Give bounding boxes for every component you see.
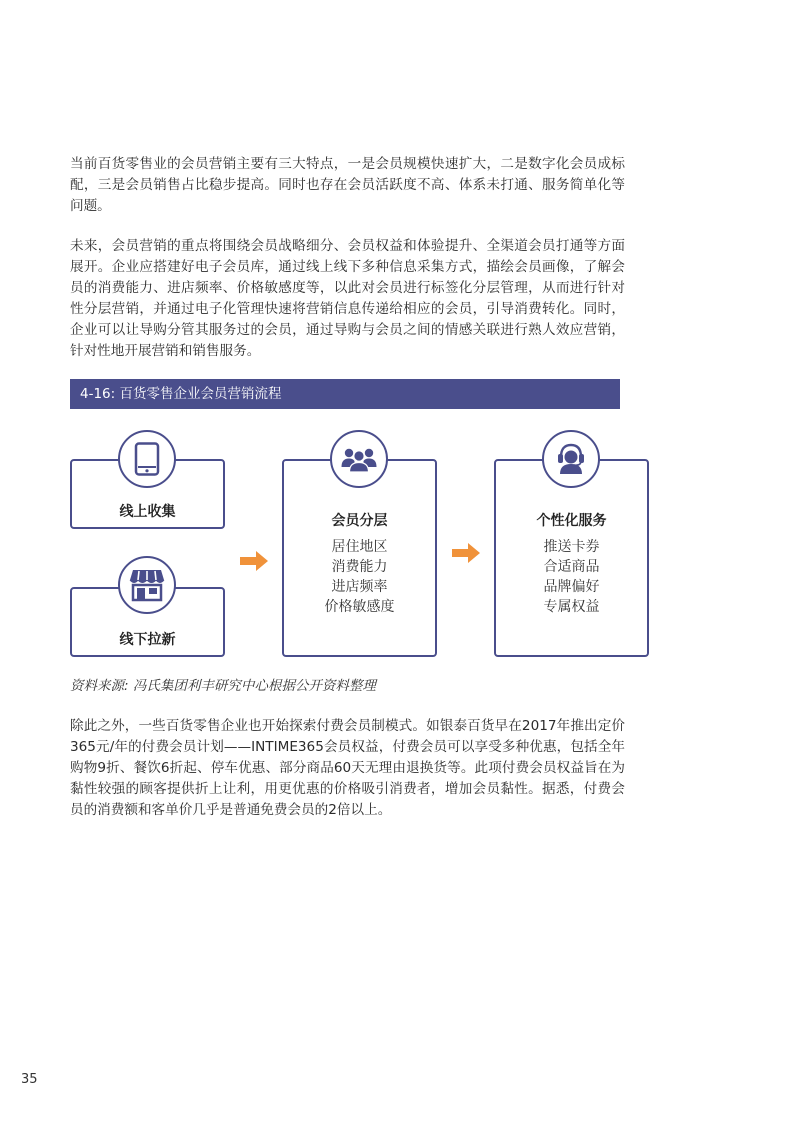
storefront-icon	[118, 556, 176, 614]
personalized-service-box	[494, 459, 649, 657]
paid-membership-paragraph: 除此之外，一些百货零售企业也开始探索付费会员制模式。如银泰百货早在2017年推出定价365元/年的付费会员计划——INTIME365会员权益，付费会员可以享受多种优惠，包括全年购物9折、餐饮6折起、停车优惠、部分商品60天无理由退换货等。此项付费会员权益旨在为黏性较强的顾客提供折上让利，用更优惠的价格吸引消费者，增加会员黏性。据悉，付费会员的消费额和客单价几乎是普通免费会员的2倍以上。	[70, 718, 625, 818]
online-collection-label: 线上收集	[119, 504, 176, 520]
personalized-service-label: 个性化服务	[536, 513, 607, 529]
member-tiering-box	[282, 459, 437, 657]
list-item: 合适商品	[543, 559, 600, 575]
arrow-right-icon	[240, 551, 268, 571]
list-item: 品牌偏好	[543, 579, 600, 595]
member-tiering-label: 会员分层	[331, 513, 388, 529]
arrow-right-icon	[452, 543, 480, 563]
service-list	[496, 537, 647, 617]
intro-paragraph: 当前百货零售业的会员营销主要有三大特点，一是会员规模快速扩大，二是数字化会员成标配，三是会员销售占比稳步提高。同时也存在会员活跃度不高、体系未打通、服务简单化等问题。	[70, 156, 625, 214]
smartphone-icon	[118, 430, 176, 488]
list-item: 进店频率	[331, 579, 388, 595]
figure-title: 4-16: 百货零售企业会员营销流程	[70, 379, 620, 409]
future-paragraph: 未来，会员营销的重点将围绕会员战略细分、会员权益和体验提升、全渠道会员打通等方面展开。企业应搭建好电子会员库，通过线上线下多种信息采集方式，描绘会员画像，了解会员的消费能力、进店频率、价格敏感度等，以此对会员进行标签化分层管理，从而进行针对性分层营销，并通过电子化管理快速将营销信息传递给相应的会员，引导消费转化。同时，企业可以让导购分管其服务过的会员，通过导购与会员之间的情感关联进行熟人效应营销，针对性地开展营销和销售服务。	[70, 238, 625, 359]
list-item: 价格敏感度	[324, 599, 395, 615]
tiering-criteria-list	[284, 537, 435, 617]
headset-agent-icon	[542, 430, 600, 488]
list-item: 居住地区	[331, 539, 388, 555]
list-item: 消费能力	[331, 559, 388, 575]
page-number: 35	[21, 1072, 38, 1087]
list-item: 专属权益	[543, 599, 600, 615]
list-item: 推送卡券	[543, 539, 600, 555]
offline-acquisition-label: 线下拉新	[119, 632, 176, 648]
user-group-icon	[330, 430, 388, 488]
figure-source: 资料来源: 冯氏集团利丰研究中心根据公开资料整理	[70, 678, 376, 694]
